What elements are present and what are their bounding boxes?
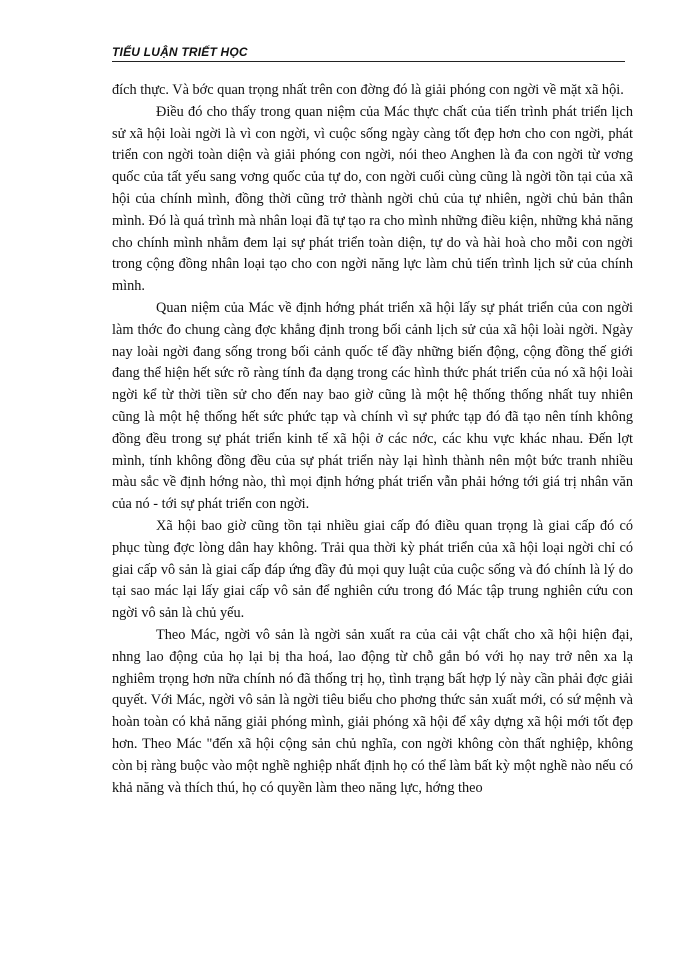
page-header bbox=[112, 41, 625, 62]
paragraph-continuation: đích thực. Và bớc quan trọng nhất trên con đờng đó là giải phóng con ngời về mặt xã hội. bbox=[112, 82, 624, 98]
header-title: TIỂU LUẬN TRIẾT HỌC bbox=[112, 45, 248, 59]
paragraph: Điều đó cho thấy trong quan niệm của Mác thực chất của tiến trình phát triển lịch sử xã hội loài ngời là vì con ngời, vì cuộc sống ngày càng tốt đẹp hơn cho con ngời, phát triển con ngời toàn diện và giải phóng con ngời, nói theo Anghen là đa con ngời từ vơng quốc của tất yếu sang vơng quốc của tự do, con ngời cuối cùng cũng là ngời tồn tại của xã hội của chính mình, đồng thời cũng trở thành ngời chủ của tự nhiên, ngời chủ bản thân mình. Đó là quá trình mà nhân loại đã tự tạo ra cho mình những điều kiện, những khả năng cho chính mình nhằm đem lại sự phát triển toàn diện, tự do và hài hoà cho mỗi con ngời trong cộng đồng nhân loại tạo cho con ngời năng lực làm chủ tiến trình lịch sử của chính mình. bbox=[112, 103, 633, 295]
body-text bbox=[112, 80, 633, 799]
paragraph: Theo Mác, ngời vô sản là ngời sản xuất ra của cải vật chất cho xã hội hiện đại, nhng lao động của họ lại bị tha hoá, lao động từ chỗ gắn bó với họ nay trở nên xa lạ nghiêm trọng hơn nữa chính nó đã thống trị họ, tình trạng bất hợp lý này cần phải đợc giải quyết. Với Mác, ngời vô sản là ngời tiêu biểu cho phơng thức sản xuất mới, có sứ mệnh và hoàn toàn có khả năng giải phóng mình, giải phóng xã hội để xây dựng xã hội mới tốt đẹp hơn. Theo Mác "đến xã hội cộng sản chủ nghĩa, con ngời không còn thất nghiệp, không còn bị ràng buộc vào một nghề nghiệp nhất định họ có thể làm bất kỳ một nghề nào nếu có khả năng và thích thú, họ có quyền làm theo năng lực, hớng theo bbox=[112, 626, 633, 796]
paragraph: Quan niệm của Mác về định hớng phát triển xã hội lấy sự phát triển của con ngời làm thớc đo chung càng đợc khẳng định trong bối cảnh lịch sử của xã hội loài ngời. Ngày nay loài ngời đang sống trong bối cảnh quốc tế đầy những biến động, cộng đồng thế giới đang thể hiện hết sức rõ ràng tính đa dạng trong các hình thức phát triển của nó xã hội loài ngời kể từ thời tiền sử cho đến nay bao giờ cũng là một hệ thống thống nhất tuy nhiên cũng là một hệ thống hết sức phức tạp và chính vì sự phức tạp đó đã tạo nên tính không đồng đều trong sự phát triển kinh tế xã hội ở các nớc, các khu vực khác nhau. Đến lợt mình, tính không đồng đều của sự phát triển này lại hình thành nên một bức tranh nhiều màu sắc về định hớng nào, thì mọi định hớng phát triển vẫn phải hớng tới giá trị nhân văn của nó - tới sự phát triển con ngời. bbox=[112, 299, 633, 513]
paragraph: Xã hội bao giờ cũng tồn tại nhiều giai cấp đó điều quan trọng là giai cấp đó có phục tùng đợc lòng dân hay không. Trải qua thời kỳ phát triển của xã hội loại ngời chỉ có giai cấp vô sản là giai cấp đáp ứng đầy đủ mọi quy luật của cuộc sống và đó chính là lý do tại sao mác lại lấy giai cấp vô sản để nghiên cứu trong đó Mác tập trung nghiên cứu con ngời vô sản là chủ yếu. bbox=[112, 517, 633, 622]
